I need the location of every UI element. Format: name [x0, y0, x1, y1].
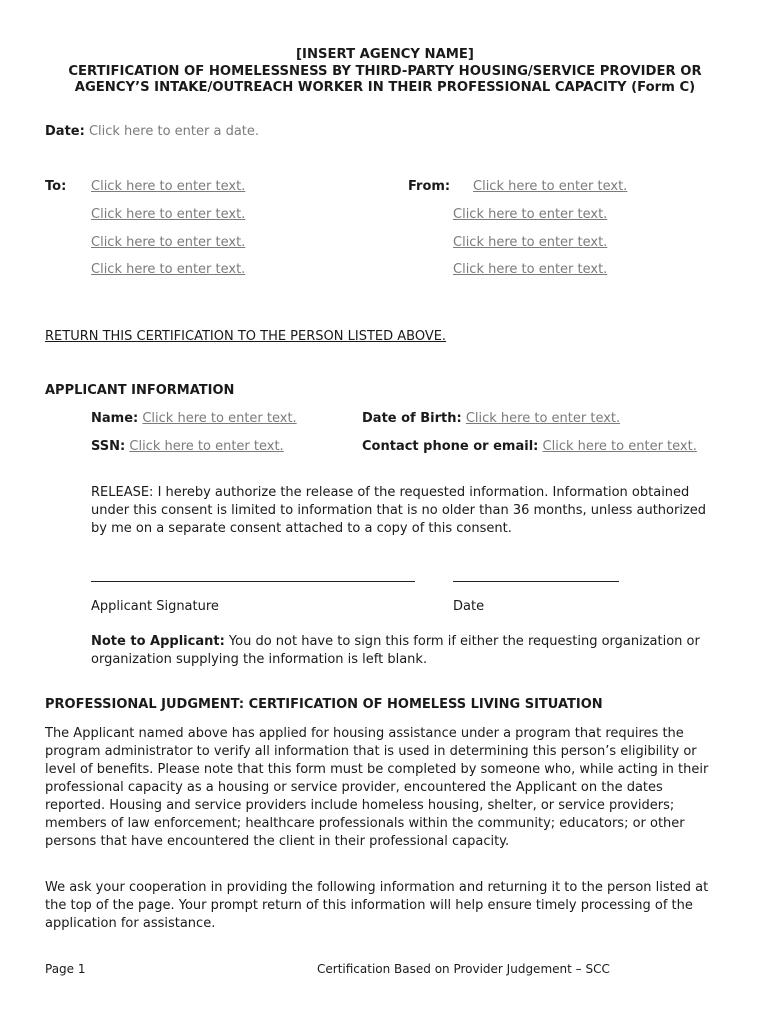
from-field-2[interactable]: Click here to enter text. — [453, 207, 608, 222]
form-title-line-1: CERTIFICATION OF HOMELESSNESS BY THIRD-PARTY HOUSING/SERVICE PROVIDER OR — [68, 63, 702, 79]
from-field-4[interactable]: Click here to enter text. — [453, 262, 608, 277]
ssn-row — [91, 439, 284, 454]
note-to-applicant — [91, 633, 711, 669]
name-field[interactable]: Click here to enter text. — [142, 411, 297, 426]
applicant-heading: APPLICANT INFORMATION — [45, 383, 235, 398]
name-label: Name: — [91, 411, 139, 426]
ssn-field[interactable]: Click here to enter text. — [129, 439, 284, 454]
contact-label: Contact phone or email: — [362, 439, 539, 454]
note-label: Note to Applicant: — [91, 634, 225, 649]
professional-paragraph-1: The Applicant named above has applied for housing assistance under a program that requires the program administrator to verify all information that is used in determining this person’s eligibility or level of benefits. Please note that this form must be completed by someone who, while acting in their professional capacity as a housing or service provider, encountered the Applicant on the dates reported. Housing and service providers include homeless housing, shelter, or service providers; members of law enforcement; healthcare professionals within the community; educators; or other persons that have encountered the client in their professional capacity. — [45, 726, 709, 849]
to-field-3[interactable]: Click here to enter text. — [91, 235, 246, 250]
to-field-1[interactable]: Click here to enter text. — [91, 179, 246, 194]
dob-label: Date of Birth: — [362, 411, 462, 426]
date-row — [45, 124, 259, 139]
from-field-3[interactable]: Click here to enter text. — [453, 235, 608, 250]
to-field-4[interactable]: Click here to enter text. — [91, 262, 246, 277]
footer-title: Certification Based on Provider Judgement – SCC — [317, 962, 610, 976]
contact-field[interactable]: Click here to enter text. — [542, 439, 697, 454]
professional-heading: PROFESSIONAL JUDGMENT: CERTIFICATION OF HOMELESS LIVING SITUATION — [45, 697, 603, 712]
dob-field[interactable]: Click here to enter text. — [465, 411, 621, 426]
ssn-label: SSN: — [91, 439, 126, 454]
return-notice: RETURN THIS CERTIFICATION TO THE PERSON LISTED ABOVE. — [45, 329, 447, 344]
date-label: Date: — [45, 124, 85, 139]
release-text: RELEASE: I hereby authorize the release of the requested information. Information obtained under this consent is limited to information that is no older than 36 months, unless authorized by me on a separate consent attached to a copy of this consent. — [91, 485, 707, 536]
contact-row — [362, 439, 697, 454]
to-label: To: — [45, 179, 67, 194]
from-field-1[interactable]: Click here to enter text. — [473, 179, 628, 194]
document-header — [40, 47, 730, 97]
to-field-2[interactable]: Click here to enter text. — [91, 207, 246, 222]
name-row — [91, 411, 297, 426]
signature-date-label: Date — [453, 599, 485, 614]
footer-page-number: Page 1 — [45, 962, 86, 976]
note-text: You do not have to sign this form if either the requesting organization or organization supplying the information is left blank. — [91, 634, 700, 667]
form-title-line-2: AGENCY’S INTAKE/OUTREACH WORKER IN THEIR PROFESSIONAL CAPACITY (Form C) — [74, 80, 696, 95]
from-label: From: — [408, 179, 451, 194]
signature-label: Applicant Signature — [91, 599, 219, 614]
signature-line[interactable] — [91, 581, 415, 582]
date-field[interactable]: Click here to enter a date. — [88, 124, 260, 139]
dob-row — [362, 411, 620, 426]
signature-date-line[interactable] — [453, 581, 619, 582]
professional-paragraph-2: We ask your cooperation in providing the following information and returning it to the person listed at the top of the page. Your prompt return of this information will help ensure timely processing of the application for assistance. — [45, 880, 709, 931]
agency-name: [INSERT AGENCY NAME] — [296, 47, 474, 62]
